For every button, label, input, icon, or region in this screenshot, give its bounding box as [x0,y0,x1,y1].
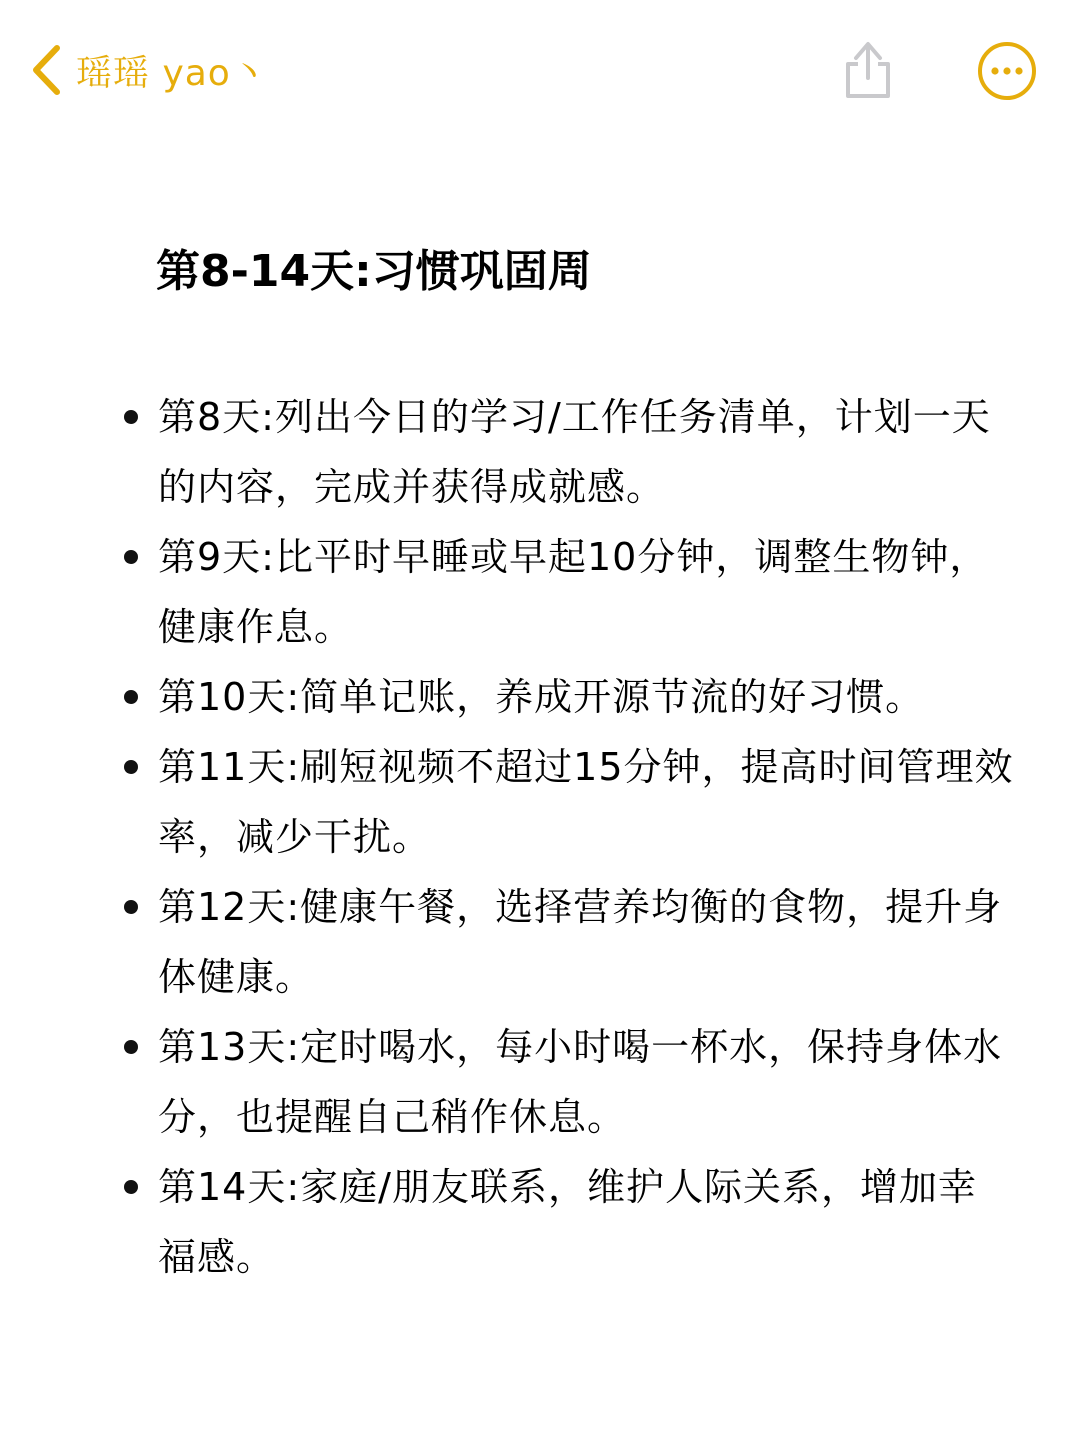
bullet-icon [124,690,138,704]
back-button[interactable] [26,40,268,100]
list-item-text: 第12天:健康午餐，选择营养均衡的食物，提升身体健康。 [158,885,1003,999]
list-item-text: 第13天:定时喝水，每小时喝一杯水，保持身体水分，也提醒自己稍作休息。 [158,1025,1003,1139]
bullet-icon [124,900,138,914]
list-item [114,1012,1014,1152]
list-item [114,522,1014,662]
navigation-bar [0,0,1080,140]
bullet-icon [124,410,138,424]
list-item [114,662,1014,732]
share-button[interactable] [838,36,898,102]
chevron-left-icon [26,40,66,100]
bullet-icon [124,550,138,564]
bullet-icon [124,760,138,774]
list-item-text: 第11天:刷短视频不超过15分钟，提高时间管理效率，减少干扰。 [158,745,1014,859]
note-title: 第8-14天:习惯巩固周 [156,246,592,297]
list-item-text: 第9天:比平时早睡或早起10分钟，调整生物钟，健康作息。 [158,535,989,649]
more-options-button[interactable] [976,40,1038,102]
bullet-icon [124,1180,138,1194]
list-item-text: 第14天:家庭/朋友联系，维护人际关系，增加幸福感。 [158,1165,977,1279]
list-item [114,1152,1014,1292]
list-item-text: 第10天:简单记账，养成开源节流的好习惯。 [158,675,925,719]
back-button-label: 瑶瑶 yao丶 [76,52,268,94]
list-item [114,872,1014,1012]
note-bullet-list [114,382,1014,1292]
bullet-icon [124,1040,138,1054]
share-icon [838,87,898,106]
more-ellipsis-icon [976,87,1038,106]
list-item [114,732,1014,872]
list-item [114,382,1014,522]
list-item-text: 第8天:列出今日的学习/工作任务清单，计划一天的内容，完成并获得成就感。 [158,395,991,509]
